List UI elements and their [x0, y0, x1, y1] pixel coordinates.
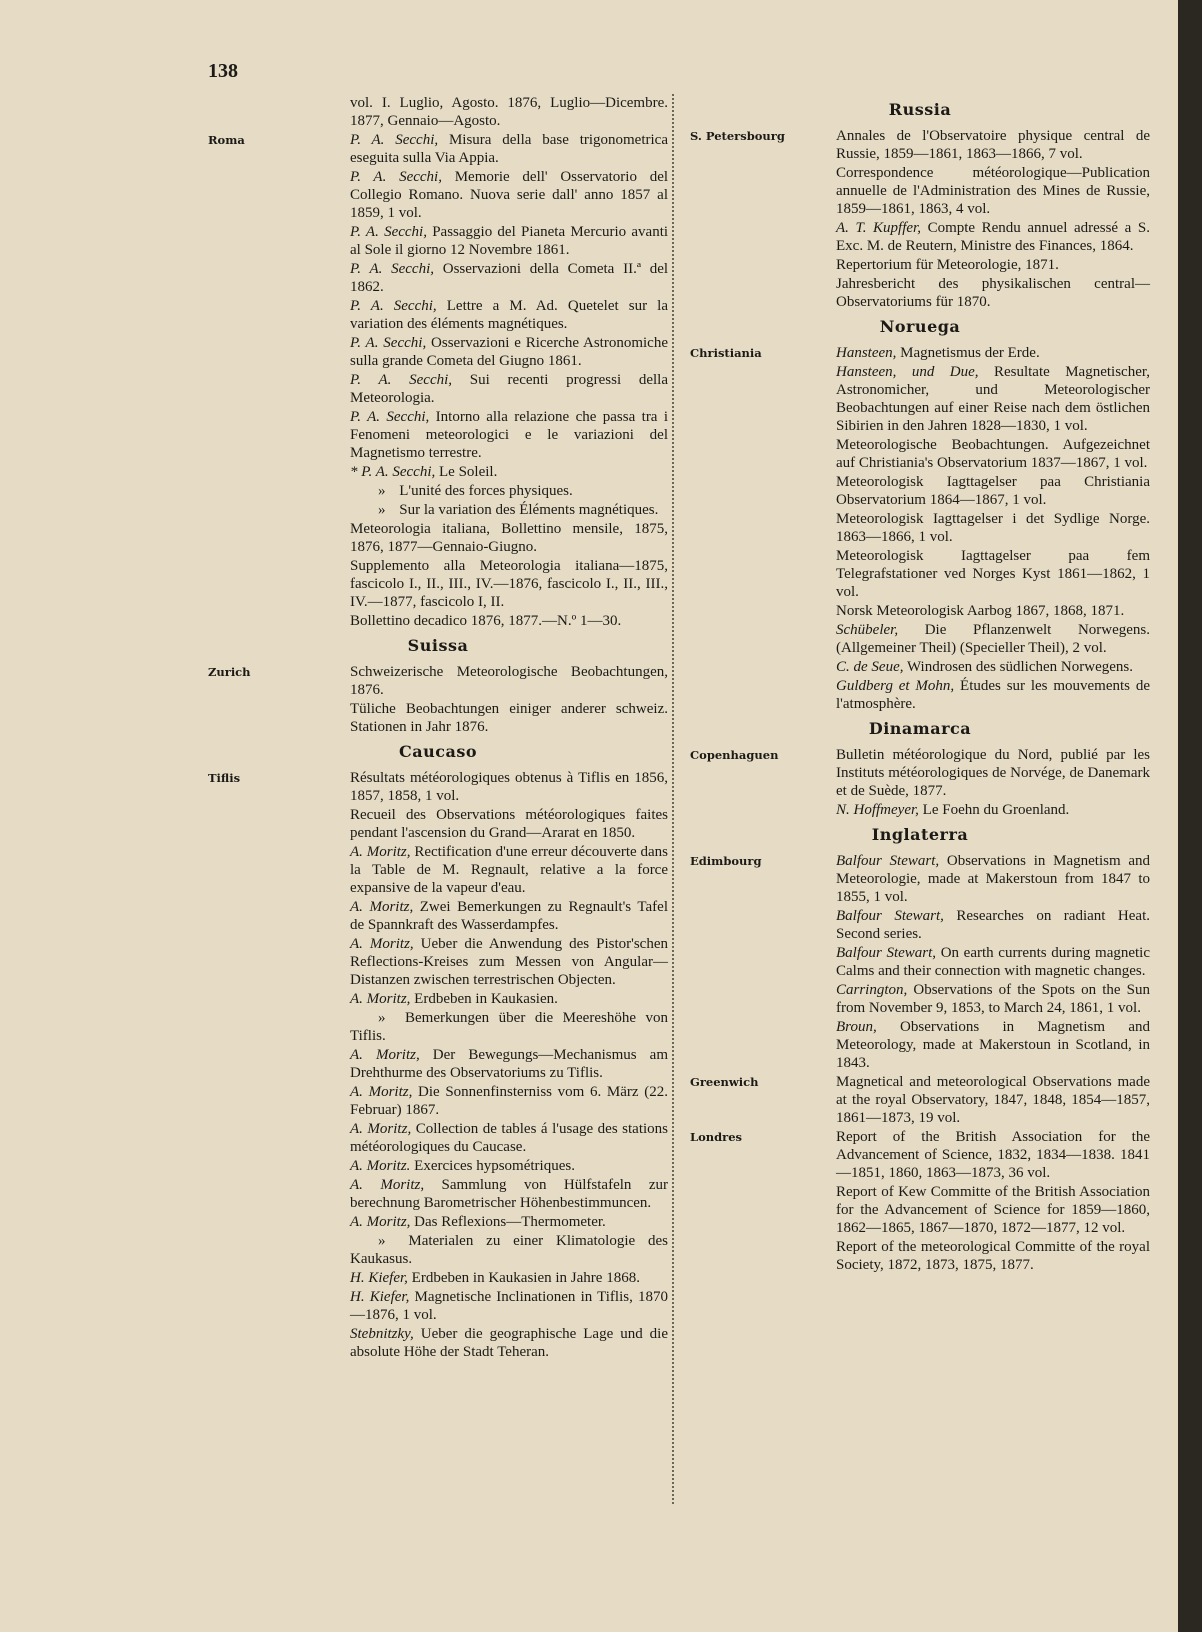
bibliography-item	[836, 256, 1150, 274]
bibliography-item	[836, 602, 1150, 620]
item-author: A. Moritz,	[350, 1177, 425, 1193]
column-divider	[672, 94, 684, 1504]
item-author: P. A. Secchi,	[350, 169, 442, 185]
item-author: Stebnitzky,	[350, 1326, 414, 1342]
bibliography-item	[836, 510, 1150, 546]
bibliography-item	[350, 1120, 668, 1156]
item-author: H. Kiefer,	[350, 1270, 408, 1286]
item-text: Osservazioni della Cometa II.ª del 1862.	[350, 261, 669, 295]
bibliography-item	[350, 1269, 668, 1287]
item-text: Osservazioni e Ricerche Astronomiche sulla grande Cometa del Giugno 1861.	[350, 335, 668, 369]
city-entry	[208, 769, 668, 1361]
city-entry	[690, 344, 1150, 713]
bibliography-item	[836, 677, 1150, 713]
bibliography-item	[350, 1009, 668, 1045]
bibliography-item	[836, 1073, 1150, 1127]
country-heading: Dinamarca	[868, 719, 972, 738]
bibliography-item	[836, 547, 1150, 601]
item-text: Researches on radiant Heat. Second series.	[836, 908, 1150, 942]
bibliography-item	[350, 94, 668, 130]
item-text: Sui recenti progressi della Meteorologia.	[350, 372, 669, 406]
item-text: Sur la variation des Éléments magnétiques.	[399, 502, 659, 518]
bibliography-item	[350, 1176, 668, 1212]
item-author: A. Moritz,	[350, 844, 411, 860]
item-author: Hansteen, und Due,	[836, 364, 979, 380]
item-author: * P. A. Secchi,	[350, 464, 436, 480]
item-text: Collection de tables á l'usage des stations météorologiques du Caucase.	[350, 1121, 669, 1155]
item-author: A. Moritz,	[350, 1047, 420, 1063]
item-text: Recueil des Observations météorologiques faites pendant l'ascension du Grand—Ararat en 1850.	[350, 807, 668, 841]
bibliography-item	[836, 219, 1150, 255]
page-number: 138	[208, 60, 238, 82]
item-text: Supplemento alla Meteorologia italiana—1875, fascicolo I., II., III., IV.—1876, fascicolo I., II., III., IV.—1877, fascicolo I, II.	[350, 558, 668, 610]
item-author: Balfour Stewart,	[836, 853, 940, 869]
item-text: Rectification d'une erreur découverte dans la Table de M. Regnault, relative a la force expansive de la vapeur d'eau.	[350, 844, 669, 896]
item-text: Meteorologia italiana, Bollettino mensile, 1875, 1876, 1877—Gennaio-Giugno.	[350, 521, 668, 555]
bibliography-item	[350, 1325, 668, 1361]
item-text: Magnetical and meteorological Observations made at the royal Observatory, 1847, 1848, 1854—1857, 1861—1873, 19 vol.	[836, 1074, 1150, 1126]
item-text: Meteorologische Beobachtungen. Aufgezeichnet auf Christiania's Observatorium 1837—1867, 1 vol.	[836, 437, 1150, 471]
item-text: Observations in Magnetism and Meteorologie, made at Makerstoun from 1847 to 1855, 1 vol.	[836, 853, 1150, 905]
bibliography-item	[836, 1238, 1150, 1274]
item-text: vol. I. Luglio, Agosto. 1876, Luglio—Dicembre. 1877, Gennaio—Agosto.	[350, 95, 668, 129]
item-text: Meteorologisk Iagttagelser paa fem Telegrafstationer ved Norges Kyst 1861—1862, 1 vol.	[836, 548, 1150, 600]
item-text: Die Pflanzenwelt Norwegens. (Allgemeiner Theil) (Specieller Theil), 2 vol.	[836, 622, 1151, 656]
bibliography-item	[836, 473, 1150, 509]
item-author: »	[378, 1010, 386, 1026]
bibliography-item	[350, 1232, 668, 1268]
item-text: Bemerkungen über die Meereshöhe von Tiflis.	[350, 1010, 668, 1044]
item-author: A. Moritz,	[350, 1121, 412, 1137]
item-author: Schübeler,	[836, 622, 899, 638]
item-author: A. Moritz,	[350, 899, 414, 915]
bibliography-item	[836, 127, 1150, 163]
bibliography-item	[350, 769, 668, 805]
item-text: Magnetische Inclinationen in Tiflis, 1870—1876, 1 vol.	[350, 1289, 668, 1323]
item-text: Report of the British Association for the Advancement of Science, 1832, 1834—1838. 1841—1851, 1860, 1863—1873, 36 vol.	[836, 1129, 1150, 1181]
city-entry	[690, 852, 1150, 1072]
item-text: Bulletin météorologique du Nord, publié par les Instituts météorologiques de Norvége, de Danemark et de Suède, 1877.	[836, 747, 1150, 799]
bibliography-item	[350, 297, 668, 333]
item-text: Lettre a M. Ad. Quetelet sur la variation des éléments magnétiques.	[350, 298, 668, 332]
item-text: Exercices hypsométriques.	[414, 1158, 575, 1174]
bibliography-item	[350, 168, 668, 222]
country-heading: Russia	[888, 100, 952, 119]
item-author: C. de Seue,	[836, 659, 904, 675]
item-author: P. A. Secchi,	[350, 335, 427, 351]
item-author: Guldberg et Mohn,	[836, 678, 955, 694]
bibliography-item	[350, 806, 668, 842]
item-text: Jahresbericht des physikalischen central—Observatoriums für 1870.	[836, 276, 1150, 310]
item-author: »	[378, 1233, 386, 1249]
item-text: Memorie dell' Osservatorio del Collegio Romano. Nuova serie dall' anno 1857 al 1859, 1 vol.	[350, 169, 669, 221]
item-text: Windrosen des südlichen Norwegens.	[906, 659, 1133, 675]
item-text: Magnetismus der Erde.	[900, 345, 1040, 361]
bibliography-item	[836, 746, 1150, 800]
bibliography-item	[836, 363, 1150, 435]
item-author: A. Moritz,	[350, 991, 411, 1007]
bibliography-item	[836, 1183, 1150, 1237]
city-label: Greenwich	[690, 1075, 759, 1089]
city-entry	[690, 746, 1150, 819]
city-label: Copenhaguen	[690, 748, 779, 762]
bibliography-item	[836, 907, 1150, 943]
country-heading: Suissa	[407, 636, 469, 655]
item-text: Schweizerische Meteorologische Beobachtungen, 1876.	[350, 664, 668, 698]
bibliography-item	[350, 1213, 668, 1231]
item-text: Le Soleil.	[439, 464, 498, 480]
item-text: L'unité des forces physiques.	[399, 483, 573, 499]
item-text: Le Foehn du Groenland.	[922, 802, 1070, 818]
bibliography-item	[836, 436, 1150, 472]
item-text: Erdbeben in Kaukasien.	[414, 991, 558, 1007]
city-entry	[208, 94, 668, 130]
item-author: P. A. Secchi,	[350, 409, 430, 425]
item-author: Balfour Stewart,	[836, 945, 937, 961]
bibliography-item	[350, 1083, 668, 1119]
item-author: H. Kiefer,	[350, 1289, 410, 1305]
item-author: »	[378, 502, 386, 518]
item-author: P. A. Secchi,	[350, 298, 437, 314]
item-text: Correspondence météorologique—Publication annuelle de l'Administration des Mines de Russie, 1859—1861, 1863, 4 vol.	[836, 165, 1150, 217]
bibliography-item	[836, 275, 1150, 311]
item-author: A. T. Kupffer,	[836, 220, 921, 236]
item-text: Sammlung von Hülfstafeln zur berechnung Barometrischer Höhenbestimmuncen.	[350, 1177, 668, 1211]
bibliography-item	[836, 1018, 1150, 1072]
item-author: P. A. Secchi,	[350, 132, 439, 148]
bibliography-item	[350, 520, 668, 556]
bibliography-item	[350, 935, 668, 989]
item-author: »	[378, 483, 386, 499]
item-text: Compte Rendu annuel adressé a S. Exc. M. de Reutern, Ministre des Finances, 1864.	[836, 220, 1150, 254]
city-label: Edimbourg	[690, 854, 762, 868]
city-label: Zurich	[208, 665, 251, 679]
item-author: Carrington,	[836, 982, 908, 998]
bibliography-item	[836, 621, 1150, 657]
bibliography-item	[836, 1128, 1150, 1182]
item-text: Norsk Meteorologisk Aarbog 1867, 1868, 1871.	[836, 603, 1125, 619]
item-author: Broun,	[836, 1019, 877, 1035]
item-text: Report of the meteorological Committe of the royal Society, 1872, 1873, 1875, 1877.	[836, 1239, 1150, 1273]
item-author: A. Moritz,	[350, 936, 414, 952]
bibliography-item	[350, 223, 668, 259]
bibliography-item	[350, 371, 668, 407]
bibliography-item	[350, 260, 668, 296]
city-entry	[208, 663, 668, 736]
city-label: Roma	[208, 133, 245, 147]
item-text: Tüliche Beobachtungen einiger anderer schweiz. Stationen in Jahr 1876.	[350, 701, 668, 735]
city-entry	[690, 127, 1150, 311]
item-text: On earth currents during magnetic Calms and their connection with magnetic changes.	[836, 945, 1151, 979]
item-text: Die Sonnenfinsterniss vom 6. März (22. Februar) 1867.	[350, 1084, 668, 1118]
bibliography-item	[350, 1157, 668, 1175]
item-author: P. A. Secchi,	[350, 224, 427, 240]
bibliography-item	[350, 990, 668, 1008]
bibliography-item	[350, 463, 668, 481]
bibliography-item	[836, 801, 1150, 819]
bibliography-item	[350, 1288, 668, 1324]
item-text: Ueber die geographische Lage und die absolute Höhe der Stadt Teheran.	[350, 1326, 669, 1360]
bibliography-item	[350, 1046, 668, 1082]
city-label: Christiania	[690, 346, 762, 360]
city-entry	[690, 1073, 1150, 1127]
item-text: Ueber die Anwendung des Pistor'schen Reflections-Kreises zum Messen von Angular—Distanzen zwischen terrestrischen Objecten.	[350, 936, 668, 988]
bibliography-item	[836, 164, 1150, 218]
item-author: A. Moritz,	[350, 1214, 411, 1230]
bibliography-item	[836, 344, 1150, 362]
city-label: Tiflis	[208, 771, 241, 785]
item-author: P. A. Secchi,	[350, 261, 434, 277]
item-text: Observations of the Spots on the Sun from November 9, 1853, to March 24, 1861, 1 vol.	[836, 982, 1150, 1016]
bibliography-item	[350, 501, 668, 519]
city-entry	[690, 1128, 1150, 1274]
item-text: Meteorologisk Iagttagelser paa Christiania Observatorium 1864—1867, 1 vol.	[836, 474, 1150, 508]
bibliography-item	[836, 852, 1150, 906]
item-text: Der Bewegungs—Mechanismus am Drehthurme des Observatoriums zu Tiflis.	[350, 1047, 669, 1081]
item-text: Resultate Magnetischer, Astronomicher, und Meteorologischer Beobachtungen auf einer Reise nach dem östlichen Sibirien in den Jahren 1828—1830, 1 vol.	[836, 364, 1150, 434]
city-entry	[208, 131, 668, 630]
bibliography-item	[350, 482, 668, 500]
item-author: A. Moritz,	[350, 1084, 413, 1100]
item-text: Repertorium für Meteorologie, 1871.	[836, 257, 1059, 273]
city-label: Londres	[690, 1130, 743, 1144]
item-author: Hansteen,	[836, 345, 897, 361]
item-text: Bollettino decadico 1876, 1877.—N.º 1—30.	[350, 613, 622, 629]
country-heading: Inglaterra	[871, 825, 969, 844]
bibliography-item	[350, 612, 668, 630]
bibliography-item	[350, 557, 668, 611]
item-text: Intorno alla relazione che passa tra i Fenomeni meteorologici e le variazioni del Magnetismo terrestre.	[350, 409, 669, 461]
item-author: P. A. Secchi,	[350, 372, 453, 388]
country-heading: Noruega	[879, 317, 961, 336]
bibliography-item	[350, 131, 668, 167]
right-column	[690, 94, 1150, 1275]
bibliography-item	[350, 843, 668, 897]
item-text: Passaggio del Pianeta Mercurio avanti al Sole il giorno 12 Novembre 1861.	[350, 224, 669, 258]
bibliography-item	[836, 658, 1150, 676]
item-text: Résultats météorologiques obtenus à Tiflis en 1856, 1857, 1858, 1 vol.	[350, 770, 668, 804]
page-edge	[1178, 0, 1202, 1632]
item-text: Das Reflexions—Thermometer.	[414, 1214, 606, 1230]
item-text: Observations in Magnetism and Meteorology, made at Makerstoun in Scotland, in 1843.	[836, 1019, 1150, 1071]
item-text: Materialen zu einer Klimatologie des Kaukasus.	[350, 1233, 669, 1267]
bibliography-item	[350, 334, 668, 370]
item-author: Balfour Stewart,	[836, 908, 944, 924]
bibliography-item	[350, 663, 668, 699]
item-text: Annales de l'Observatoire physique central de Russie, 1859—1861, 1863—1866, 7 vol.	[836, 128, 1150, 162]
left-column	[208, 94, 668, 1362]
item-author: N. Hoffmeyer,	[836, 802, 919, 818]
bibliography-item	[350, 700, 668, 736]
country-heading: Caucaso	[398, 742, 478, 761]
item-text: Meteorologisk Iagttagelser i det Sydlige Norge. 1863—1866, 1 vol.	[836, 511, 1150, 545]
item-text: Zwei Bemerkungen zu Regnault's Tafel de Spannkraft des Wasserdampfes.	[350, 899, 668, 933]
item-author: A. Moritz.	[350, 1158, 411, 1174]
item-text: Études sur les mouvements de l'atmosphère.	[836, 678, 1151, 712]
bibliography-item	[836, 944, 1150, 980]
bibliography-item	[836, 981, 1150, 1017]
item-text: Misura della base trigonometrica eseguita sulla Via Appia.	[350, 132, 668, 166]
item-text: Erdbeben in Kaukasien in Jahre 1868.	[411, 1270, 640, 1286]
bibliography-item	[350, 898, 668, 934]
item-text: Report of Kew Committe of the British Association for the Advancement of Science for 1859—1860, 1862—1865, 1867—1870, 1872—1877, 12 vol.	[836, 1184, 1150, 1236]
city-label: S. Petersbourg	[690, 129, 785, 143]
bibliography-item	[350, 408, 668, 462]
